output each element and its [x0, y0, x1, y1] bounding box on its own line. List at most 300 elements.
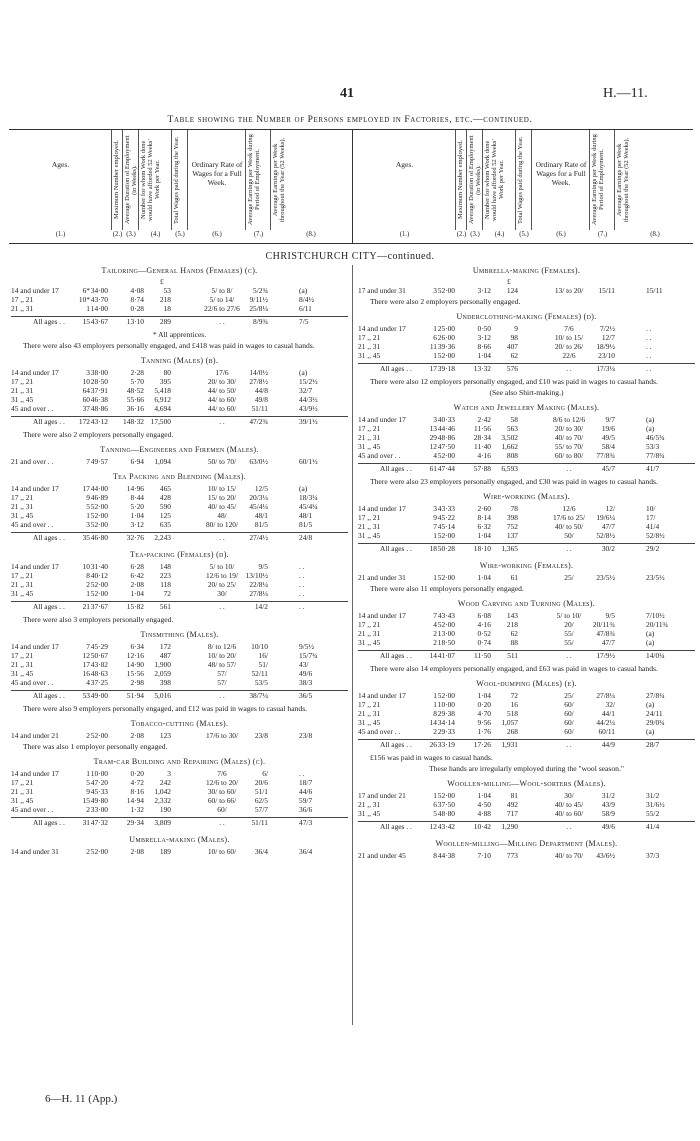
cell: 6,912 — [154, 395, 171, 404]
header-col-4 — [139, 130, 172, 230]
cell: 10/ to 60/ — [207, 847, 237, 856]
cell: 52·00 — [90, 520, 108, 529]
header-col-8 — [615, 130, 695, 230]
cell: 7/6 — [217, 769, 227, 778]
cell: 53 — [82, 691, 90, 700]
cell: 17 — [82, 660, 90, 669]
cell: 98 — [510, 333, 518, 342]
cell: 52/8½ — [646, 531, 665, 540]
cell: 15/11 — [646, 286, 663, 295]
table-row — [11, 493, 348, 502]
cell: 2 — [86, 731, 90, 740]
table-row — [11, 484, 348, 493]
cell: 14 and under 17 — [11, 642, 59, 651]
table-row — [358, 629, 695, 638]
cell: All ages . . — [33, 818, 65, 827]
cell: 4·70 — [477, 709, 491, 718]
cell: 46·89 — [90, 493, 108, 502]
cell: 28/7 — [646, 740, 660, 749]
cell: 7 — [433, 611, 437, 620]
cell: 45/4¼ — [249, 502, 268, 511]
cell: 5 — [86, 778, 90, 787]
cell: 1,042 — [154, 787, 171, 796]
header-label: Number for whom Work done would have afforded 52 Weeks' Work per Year. — [484, 139, 505, 221]
section-title: Wire-working (Females). — [479, 561, 574, 570]
table-row — [358, 286, 695, 295]
column-divider — [352, 265, 353, 1025]
section-note: There were also 14 employers personally engaged, and £63 was paid in wages to casual hands. — [370, 664, 658, 673]
header-label: Maximum Number employed. — [457, 140, 464, 220]
cell: 4 — [433, 451, 437, 460]
left-column — [11, 265, 348, 861]
cell: 16/ — [258, 651, 268, 660]
industry-section — [358, 598, 695, 673]
cell: 30/ — [564, 791, 574, 800]
cell: 17 — [429, 364, 437, 373]
cell: 21 and over . . — [11, 457, 54, 466]
cell: 14 and under 17 — [11, 368, 59, 377]
table-row — [358, 800, 695, 809]
cell: 45 and over . . — [11, 520, 54, 529]
header-label: Average Duration of Employment (in Weeks). — [468, 135, 482, 225]
cell: 8·44 — [130, 493, 144, 502]
cell: 3·12 — [477, 286, 491, 295]
cell: 14 — [429, 651, 437, 660]
cell: 10 — [82, 377, 90, 386]
cell: 31 ,, 45 — [11, 395, 34, 404]
section-title: Tanning—Engineers and Firemen (Males). — [100, 445, 259, 454]
cell: 72 — [510, 691, 518, 700]
cell: 395 — [159, 377, 171, 386]
cell: 20/ to 30/ — [207, 377, 237, 386]
cell: 80/ to 120/ — [205, 520, 239, 529]
cell: 21 ,, 31 — [358, 800, 381, 809]
cell: 17,500 — [150, 417, 171, 426]
cell: 398 — [159, 678, 171, 687]
cell: 57/7 — [254, 805, 268, 814]
cell: 43·33 — [437, 504, 455, 513]
cell: 23/5½ — [596, 573, 615, 582]
table-row — [358, 451, 695, 460]
cell: 43/ — [299, 660, 309, 669]
header-col-5 — [516, 130, 532, 230]
cell: 31 ,, 45 — [11, 796, 34, 805]
cell: 2 — [86, 580, 90, 589]
cell: 12/6 to 20/ — [205, 778, 239, 787]
cell: 19/6 — [601, 424, 615, 433]
cell: 21 ,, 31 — [11, 787, 34, 796]
cell: 10·00 — [90, 769, 108, 778]
cell: 58/9 — [601, 809, 615, 818]
cell: 60/ — [564, 718, 574, 727]
cell: 17/6 to 25/ — [552, 513, 586, 522]
cell: 17 and under 21 — [358, 791, 406, 800]
section-note: These hands are irregularly employed during the "wool season." — [429, 764, 624, 773]
cell: 7 — [433, 522, 437, 531]
cell: 1·04 — [477, 573, 491, 582]
cell: 4,694 — [154, 404, 171, 413]
cell: All ages . . — [380, 364, 412, 373]
cell: 1,290 — [501, 822, 518, 831]
cell: 1,662 — [501, 442, 518, 451]
cell: 60/ — [217, 805, 227, 814]
table-row — [358, 620, 695, 629]
cell: 11 — [429, 342, 437, 351]
cell: 31 ,, 45 — [358, 531, 381, 540]
table-row — [11, 571, 348, 580]
cell: 2 — [433, 727, 437, 736]
cell: 37 — [82, 404, 90, 413]
cell: 44/2¼ — [596, 718, 615, 727]
cell: 14 and under 17 — [11, 769, 59, 778]
cell: 40/ to 45/ — [207, 502, 237, 511]
cell: 8/6 to 12/6 — [552, 415, 586, 424]
table-row — [358, 727, 695, 736]
table-row — [358, 718, 695, 727]
cell: 21 ,, 31 — [358, 629, 381, 638]
cell: 1,057 — [501, 718, 518, 727]
table-row — [11, 669, 348, 678]
cell: 51/ — [258, 660, 268, 669]
cell: 14 and under 17 — [11, 484, 59, 493]
cell: 31 ,, 45 — [358, 442, 381, 451]
cell: 9 — [86, 493, 90, 502]
cell: 2·98 — [130, 678, 144, 687]
cell: 48·86 — [437, 433, 455, 442]
cell: 43·43 — [437, 611, 455, 620]
cell: 44/ to 60/ — [207, 395, 237, 404]
cell: 6·42 — [130, 571, 144, 580]
cell: 20/ to 30/ — [554, 424, 584, 433]
cell: 47·20 — [90, 778, 108, 787]
table-row — [11, 295, 348, 304]
cell: 16 — [82, 669, 90, 678]
cell: 20/11¾ — [592, 620, 615, 629]
cell: 5/ to 8/ — [211, 286, 233, 295]
cell: 5/ to 14/ — [209, 295, 235, 304]
cell: 23/5½ — [646, 573, 665, 582]
cell: 26 — [429, 740, 437, 749]
cell: 123 — [159, 731, 171, 740]
cell: 18 — [163, 304, 171, 313]
table-row — [11, 660, 348, 669]
cell: . . — [219, 533, 225, 542]
cell: 3 — [86, 520, 90, 529]
cell: 45·33 — [90, 787, 108, 796]
cell: 60/1½ — [299, 457, 318, 466]
cell: All ages . . — [33, 417, 65, 426]
cell: 17 and under 31 — [358, 286, 406, 295]
currency-symbol: £ — [507, 277, 511, 286]
table-row — [358, 638, 695, 647]
header-col-number: (4.) — [494, 231, 505, 238]
cell: 27/8½ — [249, 377, 268, 386]
table-row — [11, 805, 348, 814]
cell: 4·16 — [477, 620, 491, 629]
cell: 60/11 — [598, 727, 615, 736]
cell: 11·56 — [474, 424, 491, 433]
cell: 43·42 — [437, 822, 455, 831]
cell: 22/6 to 27/6 — [204, 304, 240, 313]
total-row — [11, 316, 348, 328]
cell: 0·20 — [130, 769, 144, 778]
report-code: H.—11. — [603, 86, 648, 101]
cell: . . — [299, 571, 305, 580]
table-row — [11, 580, 348, 589]
industry-section — [358, 311, 695, 397]
table-row — [11, 395, 348, 404]
cell: 9 — [433, 513, 437, 522]
section-title: Tobacco-cutting (Males). — [130, 719, 229, 728]
footer-mark: 6—H. 11 (App.) — [45, 1093, 118, 1105]
cell: 2 — [86, 805, 90, 814]
cell: 3 — [86, 368, 90, 377]
cell: (a) — [646, 629, 655, 638]
cell: 2·28 — [130, 368, 144, 377]
cell: 10·00 — [437, 700, 455, 709]
header-col-6 — [188, 130, 246, 230]
cell: 223 — [159, 571, 171, 580]
header-label: Average Earnings per Week throughout the Year (52 Weeks). — [616, 137, 630, 223]
cell: 14 and under 21 — [11, 731, 59, 740]
cell: 23/8 — [299, 731, 313, 740]
cell: 50/ — [564, 531, 574, 540]
cell: 52/11 — [251, 669, 268, 678]
cell: 62/5 — [254, 796, 268, 805]
cell: 31/2 — [601, 791, 615, 800]
table-row — [11, 457, 348, 466]
cell: 31/6½ — [646, 800, 665, 809]
table-row — [358, 351, 695, 360]
cell: 12 — [429, 822, 437, 831]
table-row — [358, 691, 695, 700]
table-row — [358, 709, 695, 718]
cell: 52·00 — [437, 691, 455, 700]
cell: 27/8¼ — [646, 691, 665, 700]
cell: 60 — [82, 395, 90, 404]
table-row — [358, 531, 695, 540]
table-row — [11, 769, 348, 778]
cell: 81/5 — [299, 520, 313, 529]
cell: 14·96 — [126, 484, 144, 493]
cell: 61 — [429, 464, 437, 473]
cell: 9/7 — [605, 415, 615, 424]
section-note: There were also 12 employers personally engaged, and £10 was paid in wages to casual hands. — [370, 377, 658, 386]
cell: All ages . . — [380, 464, 412, 473]
cell: 3·12 — [477, 333, 491, 342]
cell: 23/8 — [254, 731, 268, 740]
section-title: Tram-car Building and Repairing (Males) (c). — [93, 757, 266, 766]
total-row — [358, 821, 695, 833]
cell: 773 — [506, 851, 518, 860]
cell: All ages . . — [33, 533, 65, 542]
cell: 21 ,, 31 — [11, 660, 34, 669]
cell: 17·26 — [473, 740, 491, 749]
table-row — [358, 324, 695, 333]
cell: 17 ,, 21 — [11, 493, 34, 502]
cell: 39·36 — [437, 342, 455, 351]
cell: 47·50 — [437, 442, 455, 451]
cell: 46·38 — [90, 395, 108, 404]
cell: 20/11¾ — [646, 620, 669, 629]
cell: 10/ to 15/ — [554, 333, 584, 342]
section-title: Tailoring—General Hands (Females) (c). — [101, 266, 258, 275]
header-col-8 — [271, 130, 351, 230]
table-row — [358, 513, 695, 522]
industry-section — [358, 491, 695, 555]
cell: 45 and over . . — [11, 805, 54, 814]
table-row — [358, 851, 695, 860]
cell: 8 — [433, 709, 437, 718]
city-heading: CHRISTCHURCH CITY—continued. — [265, 251, 435, 262]
cell: 8·66 — [477, 342, 491, 351]
cell: 9/5 — [605, 611, 615, 620]
cell: 52·00 — [90, 580, 108, 589]
cell: 9·56 — [477, 718, 491, 727]
cell: 45 and over . . — [11, 404, 54, 413]
table-row — [358, 573, 695, 582]
cell: . . — [646, 324, 652, 333]
table-row — [358, 333, 695, 342]
table-row — [11, 796, 348, 805]
cell: 0·74 — [477, 638, 491, 647]
cell: 53 — [163, 286, 171, 295]
cell: All ages . . — [380, 651, 412, 660]
cell: 31 ,, 45 — [358, 638, 381, 647]
cell: 17 ,, 21 — [358, 620, 381, 629]
cell: 23/10 — [598, 351, 615, 360]
cell: 6 — [433, 800, 437, 809]
cell: 27/8¼ — [596, 691, 615, 700]
total-row — [11, 690, 348, 702]
cell: 44/9 — [601, 740, 615, 749]
cell: 118 — [160, 580, 171, 589]
cell: 41/4 — [646, 822, 660, 831]
cell: 40/ to 60/ — [554, 809, 584, 818]
table-row — [11, 511, 348, 520]
section-note: There were also 43 employers personally engaged, and £418 was paid in wages to casual hands. — [23, 341, 315, 350]
header-col-number: (1.) — [55, 231, 66, 238]
cell: 28·34 — [473, 433, 491, 442]
cell: 2,059 — [154, 669, 171, 678]
cell: 45 and over . . — [358, 727, 401, 736]
cell: 52·00 — [437, 573, 455, 582]
section-note: There were also 11 employers personally engaged. — [370, 584, 524, 593]
cell: 4·50 — [477, 800, 491, 809]
header-col-1 — [9, 130, 112, 230]
cell: 31 ,, 45 — [358, 718, 381, 727]
cell: 487 — [159, 651, 171, 660]
header-col-2 — [456, 130, 467, 230]
cell: 52·00 — [437, 351, 455, 360]
cell: 57·88 — [473, 464, 491, 473]
cell: 44/1 — [601, 709, 615, 718]
cell: 18·50 — [437, 638, 455, 647]
table-row — [11, 377, 348, 386]
cell: 47·32 — [90, 818, 108, 827]
cell: 9 — [514, 324, 518, 333]
cell: 1·04 — [130, 511, 144, 520]
industry-section — [358, 402, 695, 486]
header-col-number: (3.) — [126, 231, 136, 238]
cell: 36/6 — [299, 805, 313, 814]
cell: 45/4¼ — [299, 502, 318, 511]
cell: 37·25 — [90, 678, 108, 687]
cell: . . — [219, 818, 225, 827]
cell: 14·00 — [90, 304, 108, 313]
cell: . . — [566, 364, 572, 373]
cell: 15 — [82, 317, 90, 326]
cell: 81/5 — [254, 520, 268, 529]
cell: 77/8¾ — [646, 451, 665, 460]
cell: 37/3 — [646, 851, 660, 860]
cell: 3·12 — [130, 520, 144, 529]
cell: 124 — [506, 286, 518, 295]
cell: 1·04 — [477, 531, 491, 540]
table-title: Table showing the Number of Persons employed in Factories, etc.—continued. — [167, 115, 533, 125]
cell: 8/9¾ — [253, 317, 268, 326]
section-note: There were also 3 employers personally engaged. — [23, 615, 174, 624]
cell: 15/2½ — [299, 377, 318, 386]
cell: 14 and under 17 — [358, 611, 406, 620]
cell: 25·00 — [437, 324, 455, 333]
cell: 32·76 — [126, 533, 144, 542]
cell: 40/ to 70/ — [554, 433, 584, 442]
cell: 5·70 — [130, 377, 144, 386]
cell: 52/8½ — [596, 531, 615, 540]
cell: 52·00 — [90, 502, 108, 511]
table-row — [11, 304, 348, 313]
cell: 14 and under 17 — [11, 562, 59, 571]
cell: 1 — [433, 351, 437, 360]
cell: (a) — [299, 368, 308, 377]
section-title: Wire-working (Males). — [483, 492, 570, 501]
header-left — [9, 129, 352, 244]
cell: 38/3 — [299, 678, 313, 687]
cell: 218 — [506, 620, 518, 629]
header-col-number: (2.) — [112, 231, 123, 238]
header-col-4 — [483, 130, 516, 230]
cell: 15/11 — [598, 286, 615, 295]
cell: 7 — [86, 457, 90, 466]
cell: 41/4 — [646, 522, 660, 531]
cell: 1,900 — [154, 660, 171, 669]
cell: 1 — [433, 691, 437, 700]
cell: . . — [299, 589, 305, 598]
cell: 25/ — [564, 691, 574, 700]
cell: 53/5 — [254, 678, 268, 687]
cell: 61 — [510, 573, 518, 582]
cell: 6* — [82, 286, 90, 295]
table-row — [358, 809, 695, 818]
cell: 6 — [433, 333, 437, 342]
cell: 2 — [433, 638, 437, 647]
cell: 52·00 — [437, 451, 455, 460]
cell: 48·63 — [90, 669, 108, 678]
header-label: Maximum Number employed. — [113, 140, 120, 220]
cell: 24/8 — [299, 533, 313, 542]
cell: 44/ to 60/ — [207, 404, 237, 413]
cell: 18·10 — [473, 544, 491, 553]
section-note: * All apprentices. — [152, 330, 207, 339]
cell: All ages . . — [33, 602, 65, 611]
cell: 52·00 — [437, 620, 455, 629]
cell: 31 ,, 45 — [11, 589, 34, 598]
cell: 14·94 — [126, 796, 144, 805]
header-col-number: (3.) — [470, 231, 480, 238]
cell: 5/ to 10/ — [209, 562, 235, 571]
cell: 518 — [506, 709, 518, 718]
